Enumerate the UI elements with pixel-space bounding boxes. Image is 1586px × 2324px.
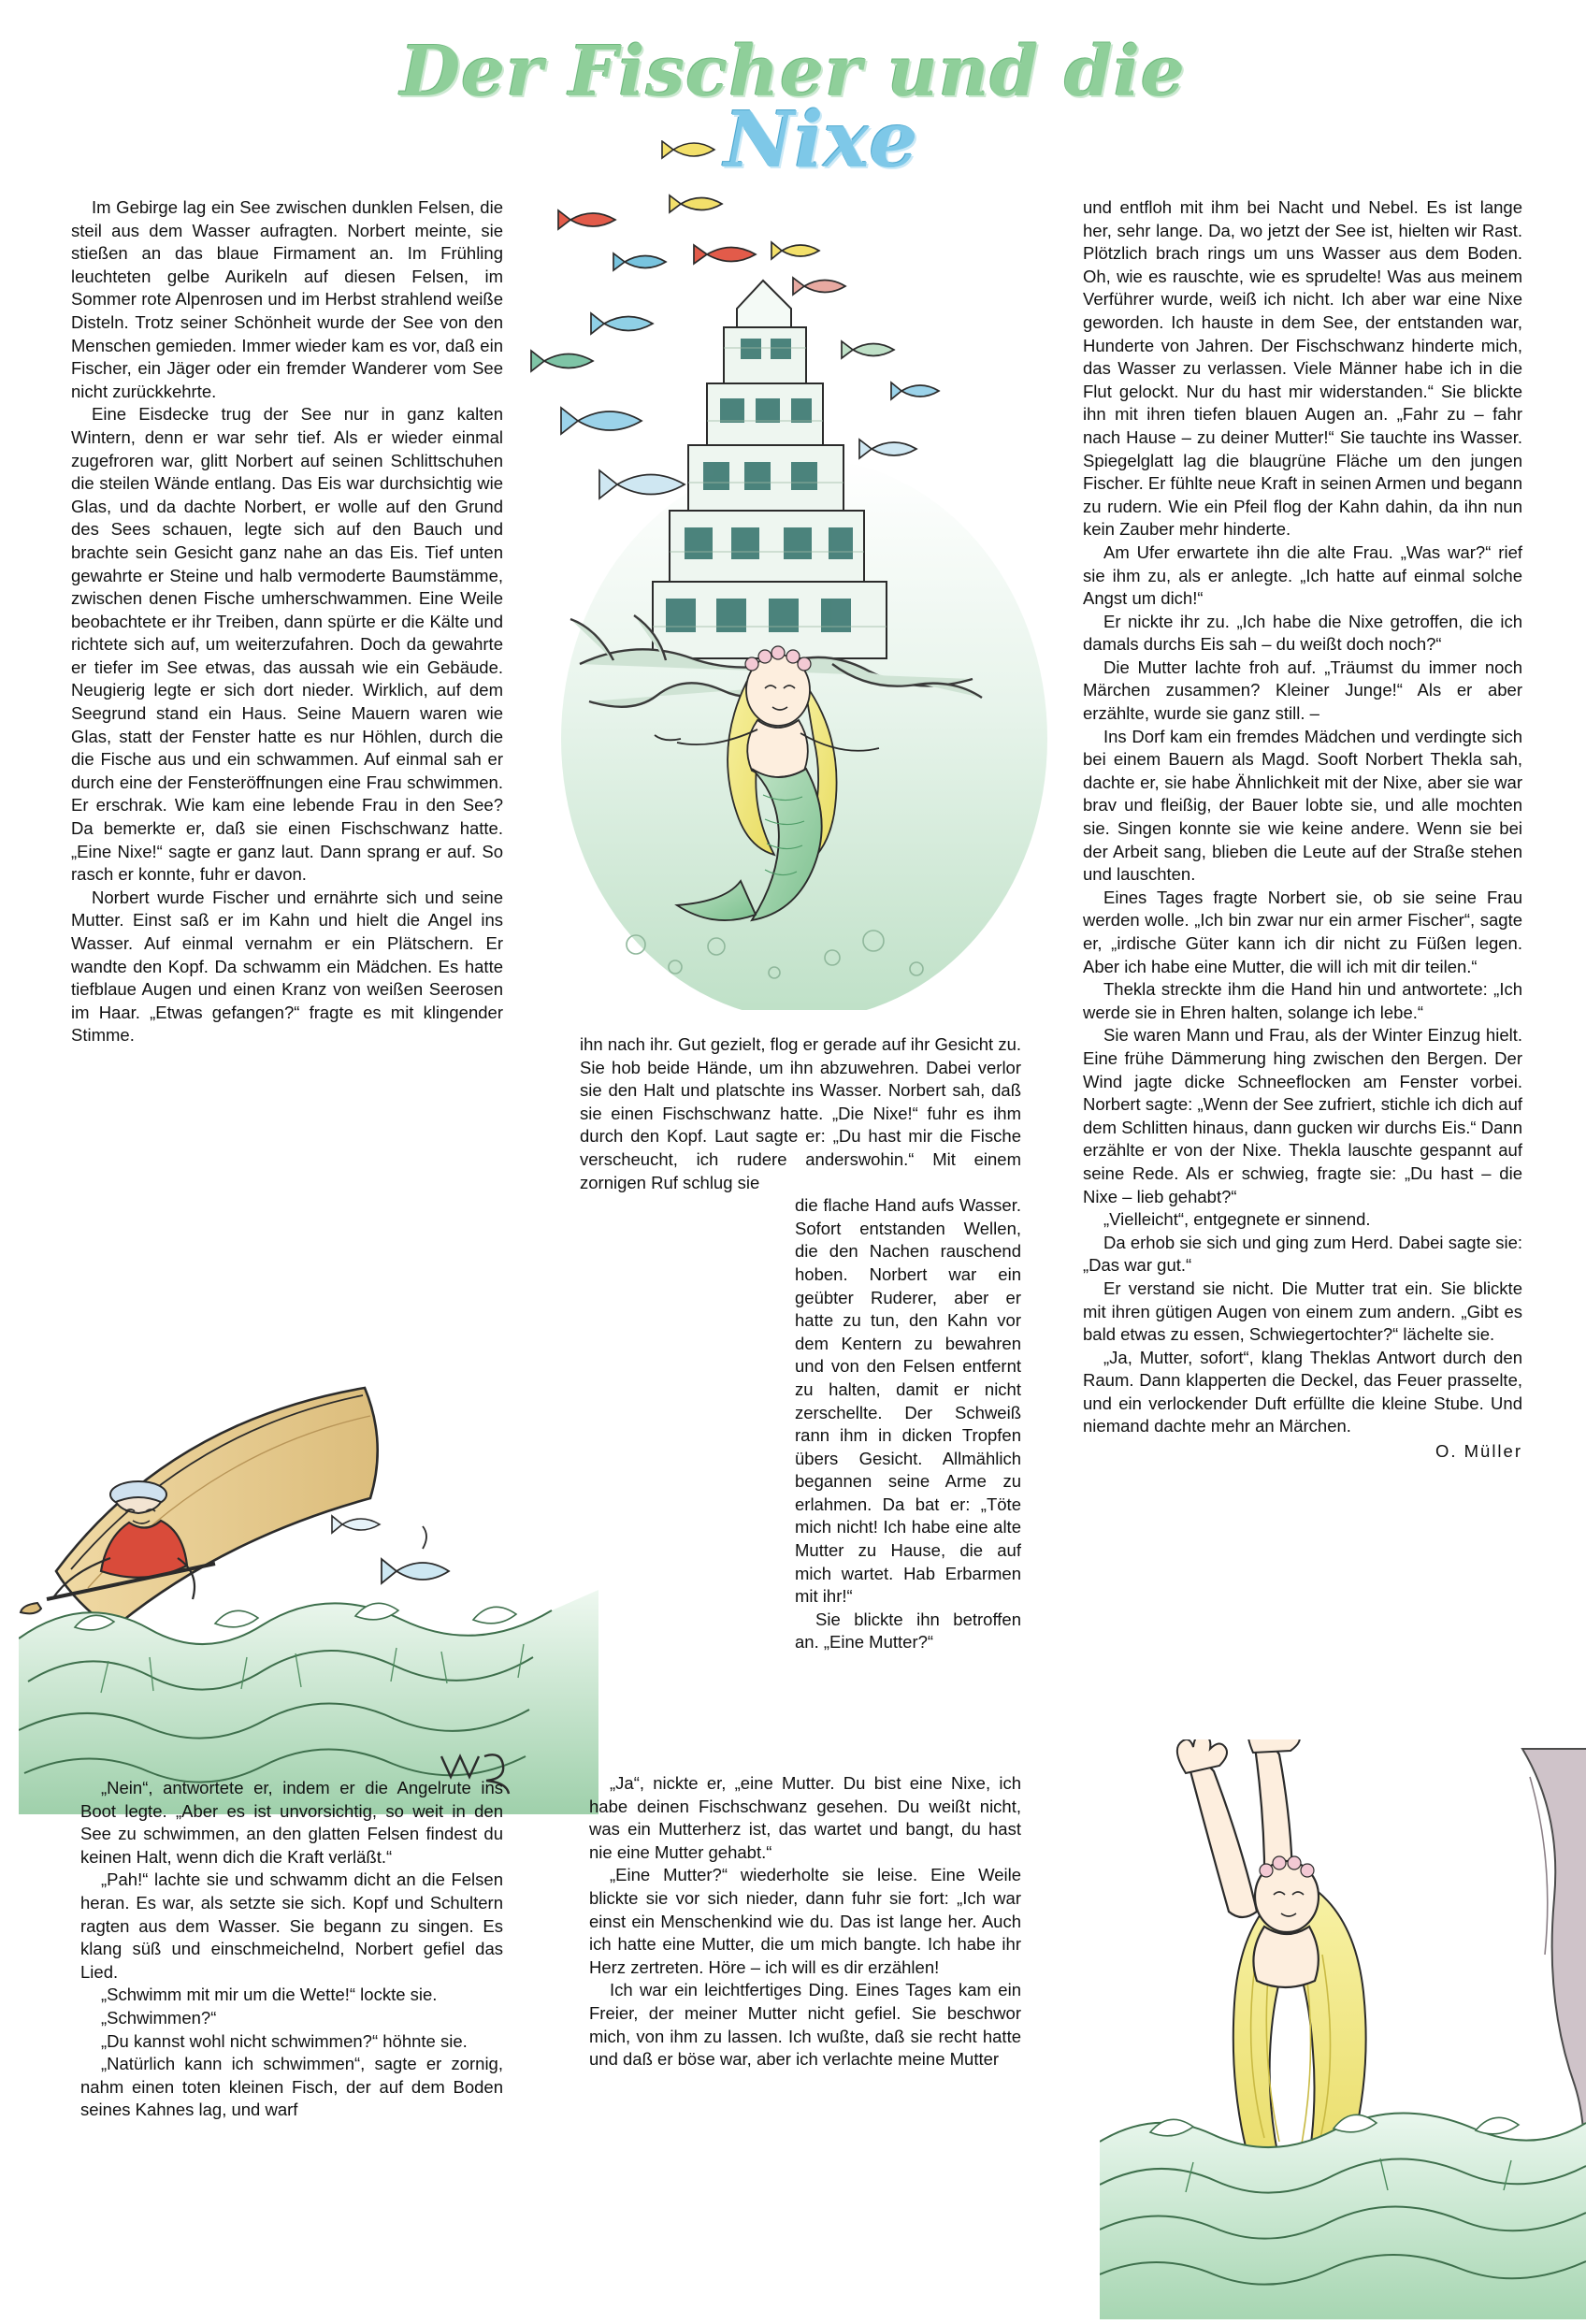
paragraph: Eine Eisdecke trug der See nur in ganz kalten Wintern, denn er war sehr tief. Als er wieder einmal zugefroren war, glitt Norbert auf seinen Schlittschuhen die steilen Wände entlang. Das Eis war durchsichtig wie Glas, und da dachte Norbert, er wolle auf den Grund des Sees schauen, legte sich auf den Bauch und brachte sein Gesicht ganz nahe an das Eis. Tief unten gewahrte er Steine und halb vermoderte Baumstämme, zwischen denen Fische umherschwammen. Eine Weile beobachtete er ihr Treiben, dann spürte er die Kälte und richtete sich auf, um weiterzufahren. Doch da gewahrte er tiefer im See etwas, das aussah wie ein Gebäude. Neugierig legte er sich dort nieder. Wirklich, auf dem Seegrund stand ein Haus. Seine Mauern waren wie Glas, statt der Fenster hatte es nur Höhlen, durch die die Fische aus und ein schwammen. Auf einmal sah er durch eine der Fensteröffnungen eine Frau schwimmen. Er erschrak. Wie kam eine lebende Frau in den See? Da bemerkte er, daß sie einen Fischschwanz hatte. „Eine Nixe!“ sagte er ganz laut. Dann sprang er auf. So rasch er konnte, fuhr er davon. <box>71 404 503 885</box>
paragraph: Thekla streckte ihm die Hand hin und antwortete: „Ich werde sie in Ehren halten, solange ich lebe.“ <box>1083 979 1522 1022</box>
illustration-mermaid-rising <box>1100 1739 1586 2319</box>
column-3 <box>1083 196 1522 1464</box>
column-1-lower <box>80 1777 503 2122</box>
column-2-lower <box>589 1772 1021 2071</box>
paragraph: „Nein“, antwortete er, indem er die Angelrute ins Boot legte. „Aber es ist unvorsichtig, so weit in den See zu schwimmen, an den glatten Felsen findest du keinen Halt, wenn dich die Kraft verläßt.“ <box>80 1778 503 1867</box>
column-1-upper <box>71 196 503 1047</box>
paragraph: Norbert wurde Fischer und ernährte sich und seine Mutter. Einst saß er im Kahn und hielt die Angel ins Wasser. Auf einmal vernahm er ein Plätschern. Er wandte den Kopf. Da schwamm ein Mädchen. Es hatte tiefblaue Augen und einen Kranz von weißen Seerosen im Haar. „Etwas gefangen?“ fragte es mit klingender Stimme. <box>71 887 503 1046</box>
paragraph: Er nickte ihr zu. „Ich habe die Nixe getroffen, die ich damals durchs Eis sah – du weißt doch noch?“ <box>1083 611 1522 655</box>
title-line-2: Nixe <box>724 95 918 185</box>
paragraph: ihn nach ihr. Gut gezielt, flog er gerade auf ihr Gesicht zu. Sie hob beide Hände, um ihn abzuwehren. Dabei verlor sie den Halt und platschte ins Wasser. Norbert sah, daß sie einen Fischschwanz hatte. „Die Nixe!“ fuhr es ihm durch den Kopf. Laut sagte er: „Du hast mir die Fische verscheucht, ich rudere anderswohin.“ Mit einem zornigen Ruf schlug sie <box>580 1034 1022 1192</box>
paragraph: „Eine Mutter?“ wiederholte sie leise. Eine Weile blickte sie vor sich nieder, dann fuhr sie fort: „Ich war einst ein Menschenkind wie du. Das ist lange her. Auch ich hatte eine Mutter, die um mich bangte. Ich habe ihr Herz zertreten. Höre – ich will es dir erzählen! <box>589 1865 1021 1977</box>
paragraph: „Natürlich kann ich schwimmen“, sagte er zornig, nahm einen toten kleinen Fisch, der auf dem Boden seines Kahnes lag, und warf <box>80 2054 503 2120</box>
illustration-fisherman-boat <box>19 1291 598 1814</box>
paragraph: Er verstand sie nicht. Die Mutter trat ein. Sie blickte mit ihren gütigen Augen von einem zum andern. „Gibt es bald etwas zu essen, Schwiegertochter?“ lächelte sie. <box>1083 1277 1522 1345</box>
column-2-upper <box>580 1033 1021 1654</box>
paragraph: „Ja“, nickte er, „eine Mutter. Du bist eine Nixe, ich habe deinen Fischschwanz gesehen. Du weißt nicht, was ein Mutterherz ist, das wartet und bangt, du hast nie eine Mutter gehabt.“ <box>589 1773 1021 1862</box>
paragraph: Eines Tages fragte Norbert sie, ob sie seine Frau werden wolle. „Ich bin zwar nur ein armer Fischer“, sagte er, „irdische Güter kann ich dir nicht zu Füßen legen. Aber ich habe eine Mutter, die will ich mit dir teilen.“ <box>1083 887 1522 976</box>
paragraph: Die Mutter lachte froh auf. „Träumst du immer noch Märchen zusammen? Kleiner Junge!“ Als er aber erzählte, wurde sie ganz still. – <box>1083 657 1522 724</box>
paragraph: Am Ufer erwartete ihn die alte Frau. „Was war?“ rief sie ihm zu, als er anlegte. „Ich hatte auf einmal solche Angst um dich!“ <box>1083 541 1522 609</box>
paragraph: Sie waren Mann und Frau, als der Winter Einzug hielt. Eine frühe Dämmerung hing zwischen den Bergen. Der Wind jagte dicke Schneeflocken am Fenster vorbei. Norbert sagte: „Wenn der See zufriert, stichle ich dich auf dem Schlitten hinaus, dann gucken wir durchs Eis.“ Dann erzählte er von der Nixe. Thekla lauschte gespannt auf seine Rede. Als er schwieg, fragte sie: „Du hast – die Nixe – lieb gehabt?“ <box>1083 1025 1522 1206</box>
author-byline: O. Müller <box>1435 1441 1522 1462</box>
title-line-1: Der Fischer und die <box>399 32 1187 112</box>
paragraph: Sie blickte ihn betroffen an. „Eine Mutter?“ <box>795 1609 1021 1653</box>
paragraph: Ich war ein leichtfertiges Ding. Eines Tages kam ein Freier, der meiner Mutter nicht gefiel. Sie beschwor mich, von ihm zu lassen. Ich wußte, daß sie recht hatte und daß er böse war, aber ich verlachte meine Mutter <box>589 1980 1021 2070</box>
paragraph: „Pah!“ lachte sie und schwamm dicht an die Felsen heran. Es war, als setzte sie sich. Kopf und Schultern ragten aus dem Wasser. Sie begann zu singen. Es klang süß und einschmeichelnd, Norbert gefiel das Lied. <box>80 1869 503 1982</box>
paragraph: „Schwimm mit mir um die Wette!“ lockte sie. <box>101 1985 438 2005</box>
illustration-sunken-house <box>524 140 1047 1010</box>
paragraph: Da erhob sie sich und ging zum Herd. Dabei sagte sie: „Das war gut.“ <box>1083 1232 1522 1276</box>
paragraph: und entfloh mit ihm bei Nacht und Nebel. Es ist lange her, sehr lange. Da, wo jetzt der See ist, hielten wir Rast. Plötzlich brach rings um uns Wasser aus dem Boden. Oh, wie es rauschte, wie es sprudelte! Was aus meinem Verführer wurde, weiß ich nicht. Ich aber war eine Nixe geworden. Ich hauste in dem See, der entstanden war, Hunderte von Jahren. Der Fischschwanz hinderte mich, das Wasser zu verlassen. Viele Männer habe ich in die Flut gelockt. Nur du hast mir widerstanden.“ Sie blickte ihn mit ihren tiefen blauen Augen an. „Fahr zu – fahr nach Hause – zu deiner Mutter!“ Sie tauchte ins Wasser. Spiegelglatt lag die blaugrüne Fläche um den jungen Fischer. Er fühlte neue Kraft in seinen Armen und begann zu rudern. Wie ein Pfeil flog der Kahn dahin, da ihn nun kein Zauber mehr hinderte. <box>1083 197 1522 540</box>
paragraph: „Vielleicht“, entgegnete er sinnend. <box>1103 1209 1371 1230</box>
paragraph: Ins Dorf kam ein fremdes Mädchen und verdingte sich bei einem Bauern als Magd. Sooft Norbert Thekla sah, dachte er, sie habe Ähnlichkeit mit der Nixe, aber sie war brav und fleißig, der Bauer lobte sie, und alle mochten sie. Singen konnte sie wie keine andere. Wenn sie bei der Arbeit sang, blieben die Leute auf der Straße stehen und lauschten. <box>1083 726 1522 885</box>
paragraph: „Ja, Mutter, sofort“, klang Theklas Antwort durch den Raum. Dann klapperten die Deckel, das Feuer prasselte, und ein verlockender Duft erfüllte die kleine Stube. Und niemand dachte mehr an Märchen. <box>1083 1347 1522 1436</box>
paragraph: Im Gebirge lag ein See zwischen dunklen Felsen, die steil aus dem Wasser aufragten. Norbert meinte, sie stießen an das blaue Firmament an. Im Frühling leuchteten gelbe Aurikeln auf diesen Felsen, im Sommer rote Alpenrosen und im Herbst strahlend weiße Disteln. Trotz seiner Schönheit wurde der See von den Menschen gemieden. Immer wieder kam es vor, daß ein Fischer, ein Jäger oder ein fremder Wanderer vom See nicht zurückkehrte. <box>71 197 503 401</box>
paragraph: die flache Hand aufs Wasser. Sofort entstanden Wellen, die den Nachen rauschend hoben. Norbert war ein geübter Ruderer, aber er hatte zu tun, den Kahn vor dem Kentern zu bewahren und von den Felsen entfernt zu halten, damit er nicht zerschellte. Der Schweiß rann ihm in dicken Tropfen übers Gesicht. Allmählich begannen seine Arme zu erlahmen. Da bat er: „Töte mich nicht! Ich habe eine alte Mutter zu Hause, die auf mich wartet. Hab Erbarmen mit ihr!“ <box>795 1195 1021 1607</box>
paragraph: „Du kannst wohl nicht schwimmen?“ höhnte sie. <box>101 2030 468 2051</box>
paragraph: „Schwimmen?“ <box>101 2007 217 2028</box>
